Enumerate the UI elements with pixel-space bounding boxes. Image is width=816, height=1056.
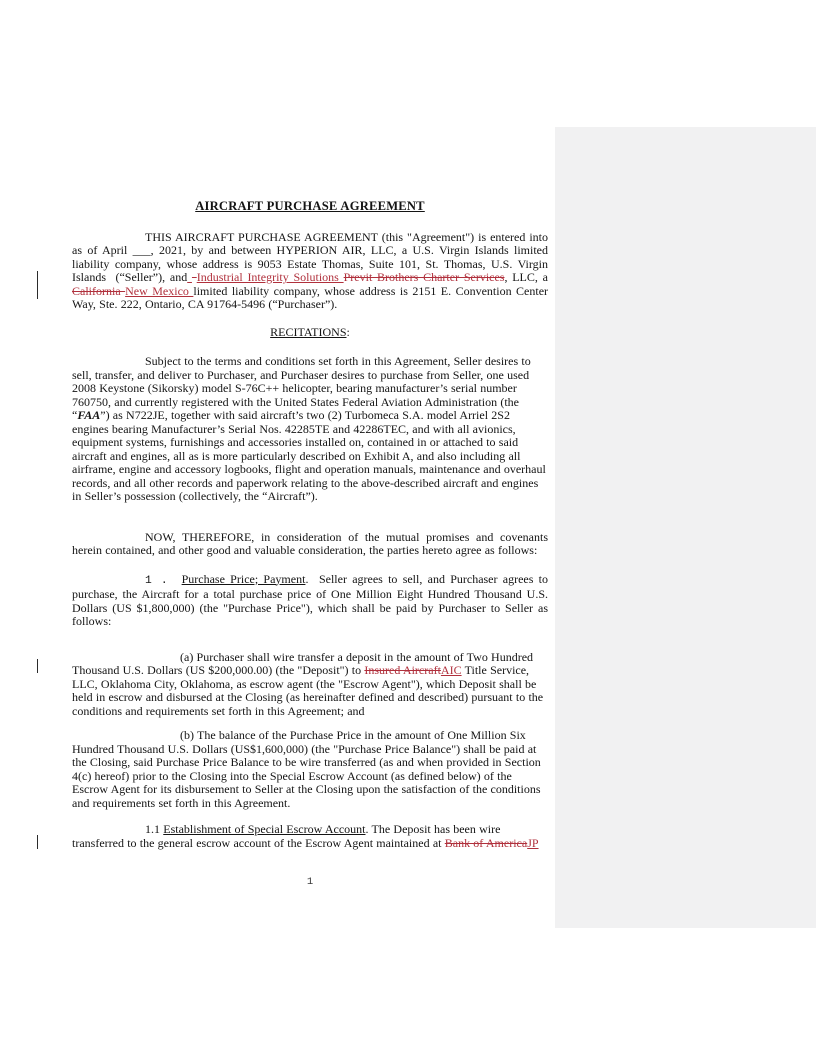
document-title: AIRCRAFT PURCHASE AGREEMENT (195, 199, 425, 213)
change-bar (37, 271, 38, 299)
recitals-paragraph-text: ”) as N722JE, together with said aircraft’s two (2) Turbomeca S.A. model Arriel 2S2 engines bearing Manufacturer’s Serial Nos. 42285TE and 42286TEC, and with all avionics, equipment systems, furnishings and accessories installed on, contained in or attached to said aircraft and engines, all as is more particularly described on Exhibit A, and also including all airframe, engine and accessory logbooks, flight and operation manuals, maintenance and overhaul records, and all other records and paperwork relating to the above-described aircraft and engines in Seller’s possession (collectively, the “Aircraft”). (72, 408, 546, 503)
deleted-text: Bank of America (444, 835, 528, 850)
section-1-paragraph-text: . Seller agrees to sell, and Purchaser agrees to purchase, the Aircraft for a total purchase price of One Million Eight Hundred Thousand U.S. Dollars (US $1,800,000) (the "Purchase Price"), which shall be paid by Purchaser to Seller as follows: (72, 571, 549, 628)
recitals-paragraph (72, 355, 548, 504)
change-bar (37, 659, 38, 673)
section-1a-paragraph-text: Title Service, LLC, Oklahoma City, Oklahoma, as escrow agent (the "Escrow Agent"), which Deposit shall be held in escrow and disbursed at the Closing (as hereinafter defined and described) pursuant to the conditions and requirements set forth in this Agreement; and (72, 663, 544, 718)
now-therefore-paragraph-text: NOW, THEREFORE, in consideration of the mutual promises and covenants herein contained, and other good and valuable consideration, the parties hereto agree as follows: (72, 529, 548, 557)
section-1b-paragraph (72, 729, 548, 810)
document-blocks (72, 231, 548, 851)
intro-paragraph-text: limited liability company, whose address is 2151 E. Convention Center Way, Ste. 222, Ontario, CA 91764-5496 (“Purchaser”). (72, 283, 549, 311)
intro-paragraph-text: THIS AIRCRAFT PURCHASE AGREEMENT (this "Agreement") is entered into as of April ___, 2021, by and between HYPERION AIR, LLC, a U.S. Virgin Islands limited liability company, whose address is 9053 Estate Thomas, Suite 101, St. Thomas, U.S. Virgin Islands (“Seller”), and (72, 229, 548, 284)
recitals-paragraph-text: Subject to the terms and conditions set forth in this Agreement, Seller desires to sell, transfer, and deliver to Purchaser, and Purchaser desires to purchase from Seller, one used 2008 Keystone (Sikorsky) model S-76C++ helicopter, bearing manufacturer’s serial number 760750, and currently registered with the United States Federal Aviation Administration (the “ (72, 354, 531, 422)
page-number: 1 (306, 876, 314, 888)
recitations-heading-text: RECITATIONS (270, 324, 347, 339)
recitals-paragraph-text: FAA (77, 408, 101, 422)
section-1-paragraph-text: 1 . (145, 574, 168, 587)
section-1-1-paragraph-text: 1.1 (145, 822, 164, 836)
recitations-heading (72, 326, 548, 340)
inserted-text: AIC (440, 663, 462, 677)
section-1a-paragraph (72, 651, 548, 719)
section-1-1-paragraph-text: . The Deposit has been wire transferred to the general escrow account of the Escrow Agent maintained at (72, 822, 501, 850)
now-therefore-paragraph (72, 531, 548, 558)
intro-paragraph (72, 231, 548, 312)
section-1-paragraph-text: Purchase Price; Payment (181, 571, 306, 586)
deleted-text: Previt Brothers Charter Services (343, 270, 505, 284)
deleted-text: Insured Aircraft (364, 663, 441, 677)
change-bar (37, 835, 38, 849)
document-content (72, 200, 548, 850)
inserted-text: New Mexico (125, 283, 194, 298)
markup-area (555, 127, 816, 928)
intro-paragraph-text: , LLC, a (504, 270, 548, 284)
recitations-heading-text: : (346, 324, 350, 339)
inserted-text: JP (527, 835, 539, 850)
deleted-text: California (72, 283, 126, 298)
section-1-1-paragraph-text: Establishment of Special Escrow Account (163, 822, 366, 836)
inserted-text: Industrial Integrity Solutions (196, 270, 344, 284)
section-1-1-paragraph (72, 823, 548, 850)
section-1-paragraph (72, 573, 548, 629)
section-1b-paragraph-text: (b) The balance of the Purchase Price in the amount of One Million Six Hundred Thousand U.S. Dollars (US$1,600,000) (the "Purchase Price Balance") shall be paid at the Closing, said Purchase Price Balance to be wire transferred (as and when provided in Section 4(c) hereof) prior to the Closing into the Special Escrow Account (as defined below) of the Escrow Agent for its disbursement to Seller at the Closing upon the satisfaction of the conditions and requirements set forth in this Agreement. (72, 728, 541, 810)
section-1a-paragraph-text: (a) Purchaser shall wire transfer a deposit in the amount of Two Hundred Thousand U.S. Dollars (US $200,000.00) (the "Deposit") to (72, 649, 534, 677)
